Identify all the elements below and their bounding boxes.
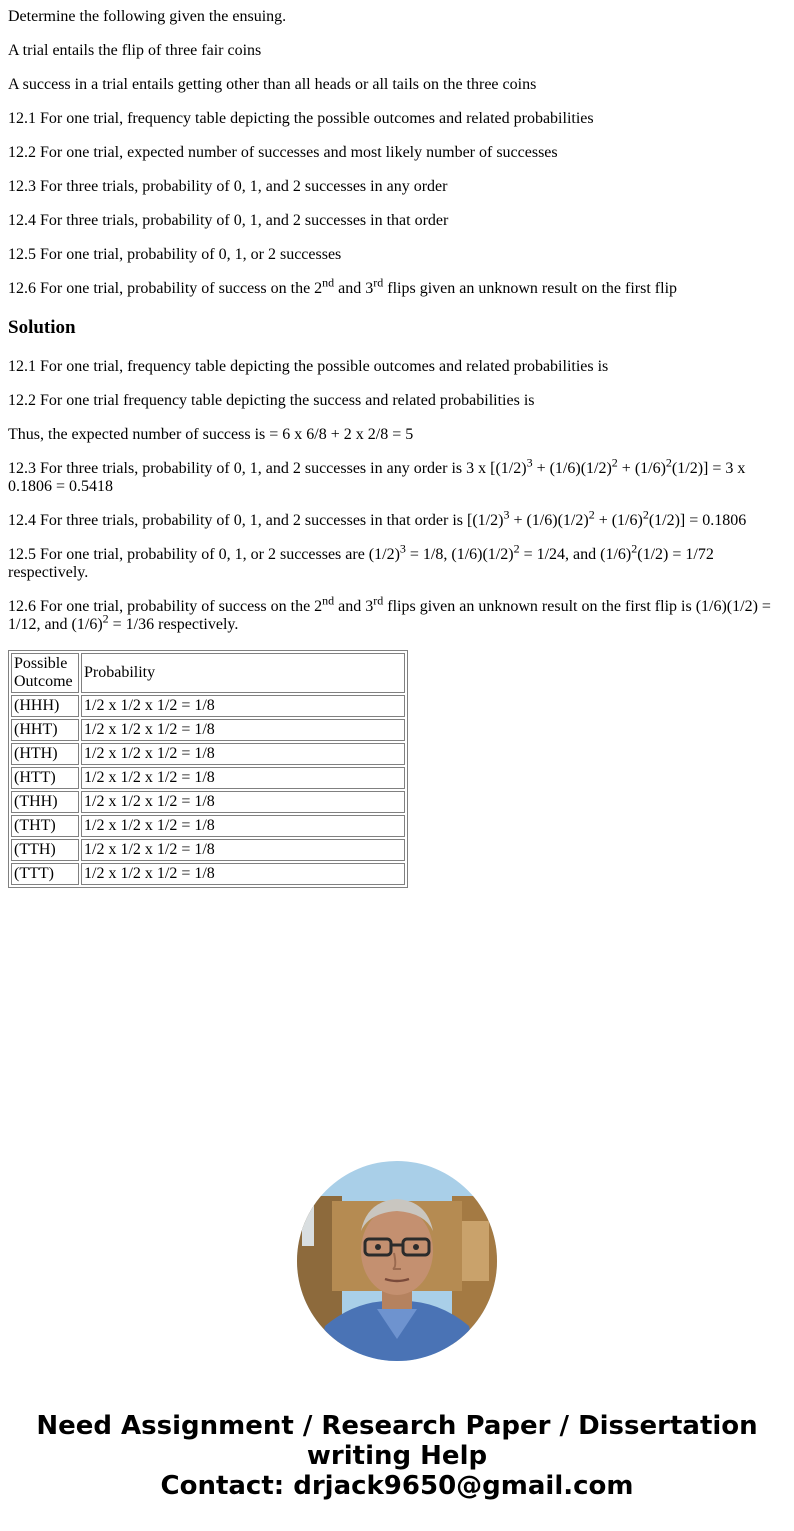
document-body [0,8,794,888]
solution-12-5: 12.5 For one trial, probability of 0, 1, or 2 successes are $(1/2)^3 = 1/8$, $(1/6)(1/2)^2 = 1/24$, and $(1/6)^2(1/2) = 1/72$ respectively. [8,541,714,581]
question-12-5: 12.5 For one trial, probability of 0, 1, or 2 successes [8,246,342,263]
table-row [11,743,405,765]
probability-cell: 1/2 x 1/2 x 1/2 = 1/8 [81,695,405,717]
solution-12-2: 12.2 For one trial frequency table depicting the success and related probabilities is [8,392,535,409]
probability-cell: 1/2 x 1/2 x 1/2 = 1/8 [81,767,405,789]
question-12-6: 12.6 For one trial, probability of success on the 2nd and 3rd flips given an unknown result on the first flip [8,275,678,297]
table-row [11,815,405,837]
question-12-2: 12.2 For one trial, expected number of successes and most likely number of successes [8,144,558,161]
solution-12-1: 12.1 For one trial, frequency table depicting the possible outcomes and related probabilities is [8,358,609,375]
table-row [11,863,405,885]
assignment-help-footer [0,1411,794,1501]
question-12-3: 12.3 For three trials, probability of 0, 1, and 2 successes in any order [8,178,448,195]
table-row [11,839,405,861]
probability-cell: 1/2 x 1/2 x 1/2 = 1/8 [81,839,405,861]
header-possible-outcome: Possible Outcome [11,653,79,693]
table-row [11,719,405,741]
header-probability: Probability [81,653,405,693]
outcome-cell: (THT) [11,815,79,837]
question-12-1: 12.1 For one trial, frequency table depicting the possible outcomes and related probabilities [8,110,594,127]
outcome-cell: (HTT) [11,767,79,789]
footer-line-1: Need Assignment / Research Paper / Dissertation [36,1411,758,1441]
solution-12-2-expected: Thus, the expected number of success is = 6 x 6/8 + 2 x 2/8 = 5 [8,426,414,443]
solution-heading: Solution [8,317,76,338]
probability-cell: 1/2 x 1/2 x 1/2 = 1/8 [81,791,405,813]
footer-contact: Contact: drjack9650@gmail.com [160,1471,634,1501]
probability-cell: 1/2 x 1/2 x 1/2 = 1/8 [81,719,405,741]
probability-cell: 1/2 x 1/2 x 1/2 = 1/8 [81,743,405,765]
solution-12-4: 12.4 For three trials, probability of 0, 1, and 2 successes in that order is $[(1/2)^3 + (1/6)(1/2)^2 + (1/6)^2(1/2)] = 0.1806$ [8,507,747,529]
table-row [11,695,405,717]
outcome-cell: (HTH) [11,743,79,765]
table-header-row [11,653,405,693]
outcome-cell: (TTT) [11,863,79,885]
author-portrait-image [297,1161,497,1361]
outcome-cell: (HHH) [11,695,79,717]
outcome-cell: (THH) [11,791,79,813]
probability-cell: 1/2 x 1/2 x 1/2 = 1/8 [81,863,405,885]
solution-12-3: 12.3 For three trials, probability of 0, 1, and 2 successes in any order is 3 x $[(1/2)^3 + (1/6)(1/2)^2 + (1/6)^2(1/2)] = 3$ x 0.1806 = 0.5418 [8,455,746,495]
solution-12-6: 12.6 For one trial, probability of success on the 2nd and 3rd flips given an unknown result on the first flip is (1/6)(1/2) = 1/12, and $(1/6)^2 = 1/36$ respectively. [8,593,771,633]
intro-text: Determine the following given the ensuing. [8,8,287,25]
footer-line-2: writing Help [306,1441,488,1471]
author-avatar [297,1161,497,1361]
success-definition: A success in a trial entails getting other than all heads or all tails on the three coins [8,76,537,93]
table-row [11,767,405,789]
probability-cell: 1/2 x 1/2 x 1/2 = 1/8 [81,815,405,837]
outcome-probability-table [8,650,408,888]
trial-definition: A trial entails the flip of three fair coins [8,42,262,59]
outcome-cell: (HHT) [11,719,79,741]
outcome-cell: (TTH) [11,839,79,861]
question-12-4: 12.4 For three trials, probability of 0, 1, and 2 successes in that order [8,212,449,229]
table-row [11,791,405,813]
